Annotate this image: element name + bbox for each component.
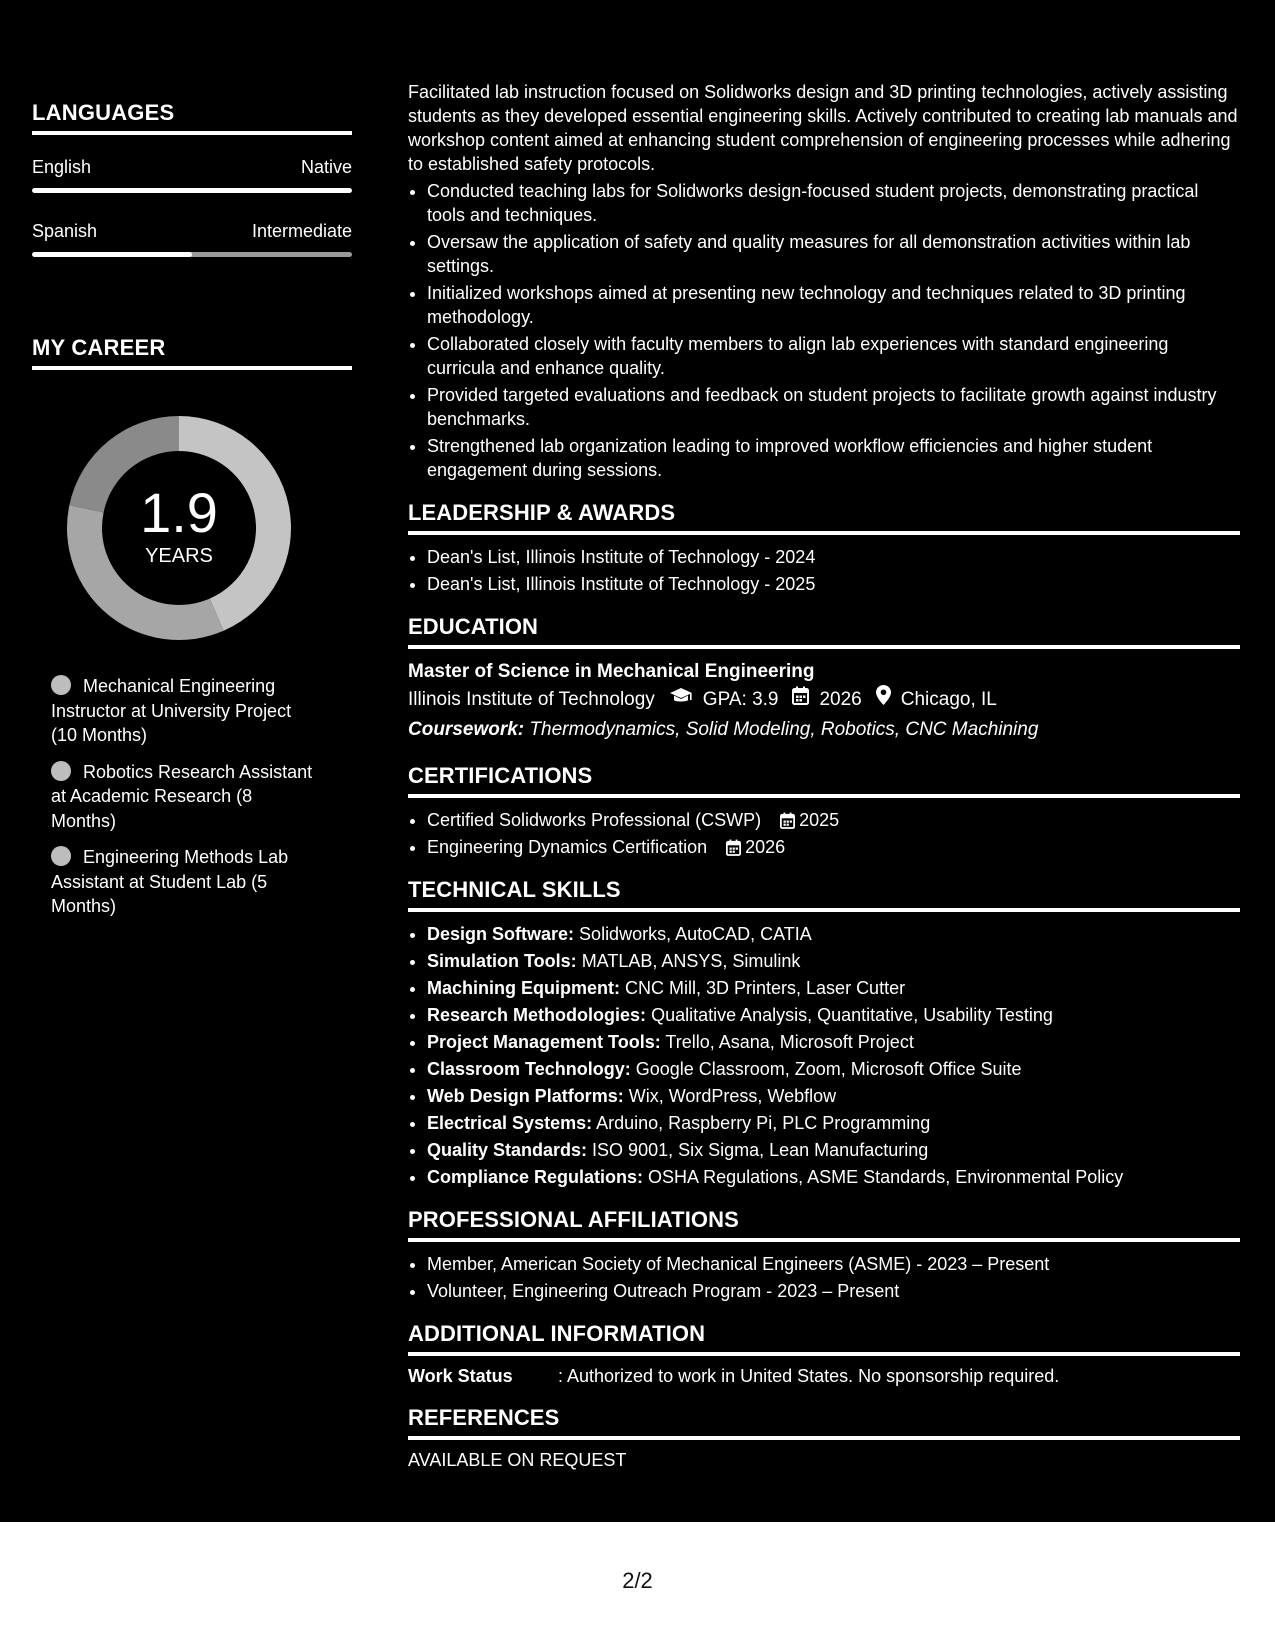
- skill-item: [427, 1111, 1240, 1135]
- leadership-section: [408, 500, 1240, 596]
- legend-dot-icon: [51, 761, 71, 781]
- career-years-value: 1.9: [140, 480, 218, 544]
- career-legend-item: [51, 674, 322, 748]
- skill-label: Research Methodologies:: [427, 1005, 647, 1025]
- language-level: Intermediate: [251, 221, 352, 241]
- skill-item: [427, 1165, 1240, 1189]
- affiliation-item: • Volunteer, Engineering Outreach Program - 2023 – Present: [427, 1279, 1240, 1303]
- experience-bullet: • Oversaw the application of safety and quality measures for all demonstration activities within lab settings.: [427, 230, 1240, 278]
- award-item: • Dean's List, Illinois Institute of Technology - 2024: [427, 545, 1240, 569]
- certifications-section: [408, 763, 1240, 859]
- career-legend-label: Robotics Research Assistant at Academic Research (8 Months): [51, 761, 313, 831]
- affiliations-heading: PROFESSIONAL AFFILIATIONS: [408, 1207, 1240, 1242]
- skill-value: CNC Mill, 3D Printers, Laser Cutter: [625, 978, 906, 998]
- career-legend: [32, 674, 322, 919]
- career-legend-label: Mechanical Engineering Instructor at University Project (10 Months): [51, 676, 292, 745]
- skill-value: Solidworks, AutoCAD, CATIA: [579, 924, 812, 944]
- experience-bullets: [408, 179, 1240, 482]
- additional-section: [408, 1321, 1240, 1387]
- skill-value: Wix, WordPress, Webflow: [628, 1086, 837, 1106]
- references-value: AVAILABLE ON REQUEST: [408, 1450, 627, 1470]
- skill-label: Compliance Regulations:: [427, 1167, 644, 1187]
- skill-value: Google Classroom, Zoom, Microsoft Office Suite: [635, 1059, 1022, 1079]
- coursework: [408, 715, 1240, 745]
- skill-item: [427, 922, 1240, 946]
- skill-label: Design Software:: [427, 924, 575, 944]
- certification-year: 2026: [745, 837, 786, 857]
- skill-label: Project Management Tools:: [427, 1032, 661, 1052]
- skill-label: Electrical Systems:: [427, 1113, 593, 1133]
- career-years-unit: YEARS: [145, 544, 213, 567]
- skill-item: [427, 1057, 1240, 1081]
- language-name: Spanish: [32, 221, 98, 241]
- skill-item: [427, 1003, 1240, 1027]
- proficiency-bar: [32, 252, 352, 257]
- career-donut-chart: [65, 414, 293, 642]
- certification-year: 2025: [799, 810, 840, 830]
- experience-bullet: • Conducted teaching labs for Solidworks design-focused student projects, demonstrating practical tools and techniques.: [427, 179, 1240, 227]
- experience-bullet: • Provided targeted evaluations and feedback on student projects to facilitate growth against industry benchmarks.: [427, 383, 1240, 431]
- certifications-heading: CERTIFICATIONS: [408, 763, 1240, 798]
- school-location: Chicago, IL: [900, 689, 997, 710]
- school-name: Illinois Institute of Technology: [408, 689, 655, 710]
- skill-item: [427, 976, 1240, 1000]
- certification-item: [427, 808, 1240, 832]
- work-status-value: : Authorized to work in United States. No sponsorship required.: [558, 1366, 1060, 1386]
- experience-bullet: • Strengthened lab organization leading to improved workflow efficiencies and higher student engagement during sessions.: [427, 434, 1240, 482]
- language-level: Native: [300, 157, 352, 177]
- calendar-icon: [780, 812, 795, 829]
- sidebar: [32, 100, 352, 931]
- career-legend-item: [51, 760, 322, 834]
- skill-value: ISO 9001, Six Sigma, Lean Manufacturing: [592, 1140, 929, 1160]
- career-legend-label: Engineering Methods Lab Assistant at Student Lab (5 Months): [51, 847, 289, 916]
- location-pin-icon: [876, 685, 891, 715]
- coursework-label: Coursework:: [408, 719, 525, 740]
- education-heading: EDUCATION: [408, 614, 1240, 649]
- experience-bullet: • Initialized workshops aimed at presenting new technology and techniques related to 3D printing methodology.: [427, 281, 1240, 329]
- skill-value: OSHA Regulations, ASME Standards, Environmental Policy: [648, 1167, 1124, 1187]
- certification-name: Certified Solidworks Professional (CSWP): [427, 810, 762, 830]
- coursework-list: Thermodynamics, Solid Modeling, Robotics, CNC Machining: [529, 719, 1039, 740]
- award-item: • Dean's List, Illinois Institute of Technology - 2025: [427, 572, 1240, 596]
- career-heading: MY CAREER: [32, 335, 352, 370]
- affiliation-item: • Member, American Society of Mechanical Engineers (ASME) - 2023 – Present: [427, 1252, 1240, 1276]
- experience-bullet: • Collaborated closely with faculty members to align lab experiences with standard engineering curricula and enhance quality.: [427, 332, 1240, 380]
- legend-dot-icon: [51, 846, 71, 866]
- skill-item: [427, 1030, 1240, 1054]
- gpa: GPA: 3.9: [702, 689, 779, 710]
- skill-item: [427, 1084, 1240, 1108]
- additional-heading: ADDITIONAL INFORMATION: [408, 1321, 1240, 1356]
- languages-heading: LANGUAGES: [32, 100, 352, 135]
- skills-heading: TECHNICAL SKILLS: [408, 877, 1240, 912]
- skill-value: Arduino, Raspberry Pi, PLC Programming: [596, 1113, 931, 1133]
- skill-label: Simulation Tools:: [427, 951, 577, 971]
- references-section: [408, 1405, 1240, 1471]
- donut-center: [65, 414, 293, 642]
- language-english: [32, 157, 352, 193]
- affiliations-section: [408, 1207, 1240, 1303]
- proficiency-fill: [32, 188, 352, 193]
- calendar-icon: [792, 685, 809, 715]
- experience-summary: Facilitated lab instruction focused on Solidworks design and 3D printing technologies, actively assisting students as they developed essential engineering skills. Actively contributed to creating lab manuals and workshop content aimed at enhancing student comprehension of engineering processes while adhering to established safety protocols.: [408, 82, 1238, 174]
- leadership-heading: LEADERSHIP & AWARDS: [408, 500, 1240, 535]
- career-legend-item: [51, 845, 322, 919]
- skill-item: [427, 1138, 1240, 1162]
- work-status-row: [408, 1366, 1240, 1387]
- main-column: [408, 80, 1240, 1471]
- work-status-label: Work Status: [408, 1366, 513, 1386]
- skills-section: [408, 877, 1240, 1189]
- language-name: English: [32, 157, 92, 177]
- education-section: [408, 614, 1240, 745]
- language-spanish: [32, 221, 352, 257]
- references-heading: REFERENCES: [408, 1405, 1240, 1440]
- skill-value: Trello, Asana, Microsoft Project: [665, 1032, 914, 1052]
- certification-name: Engineering Dynamics Certification: [427, 837, 708, 857]
- legend-dot-icon: [51, 675, 71, 695]
- skill-item: [427, 949, 1240, 973]
- page-number: 2/2: [622, 1568, 653, 1593]
- certification-item: [427, 835, 1240, 859]
- skill-label: Machining Equipment:: [427, 978, 620, 998]
- graduation-year: 2026: [819, 689, 862, 710]
- graduation-cap-icon: [669, 685, 693, 715]
- calendar-icon: [726, 839, 741, 856]
- proficiency-fill: [32, 252, 192, 257]
- skill-value: MATLAB, ANSYS, Simulink: [581, 951, 801, 971]
- skill-label: Web Design Platforms:: [427, 1086, 624, 1106]
- skill-value: Qualitative Analysis, Quantitative, Usability Testing: [651, 1005, 1053, 1025]
- skill-label: Classroom Technology:: [427, 1059, 631, 1079]
- skill-label: Quality Standards:: [427, 1140, 588, 1160]
- education-details: [408, 685, 1240, 715]
- degree-title: Master of Science in Mechanical Engineering: [408, 661, 815, 682]
- proficiency-bar: [32, 188, 352, 193]
